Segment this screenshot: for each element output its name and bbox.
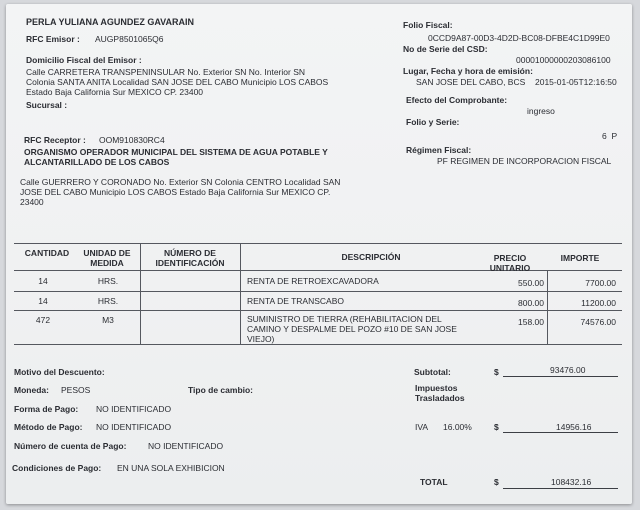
serie-csd: 00001000000203086100 [516, 55, 611, 65]
sucursal-label: Sucursal : [26, 100, 68, 110]
moneda: PESOS [61, 385, 91, 395]
total-label: TOTAL [420, 477, 448, 487]
fecha-emision: 2015-01-05T12:16:50 [535, 77, 617, 87]
iva-rate: 16.00% [443, 422, 472, 432]
condiciones: EN UNA SOLA EXHIBICION [117, 463, 225, 473]
cell-precio: 158.00 [518, 317, 544, 327]
subtotal-value: 93476.00 [550, 365, 586, 375]
impuestos-label: Impuestos Trasladados [415, 383, 465, 403]
cell-importe: 74576.00 [580, 317, 616, 327]
motivo-label: Motivo del Descuento: [14, 367, 105, 377]
lugar: SAN JOSE DEL CABO, BCS [416, 77, 526, 87]
emisor-rfc: AUGP8501065Q6 [95, 34, 164, 44]
tipo-cambio-label: Tipo de cambio: [188, 385, 254, 395]
moneda-label: Moneda: [14, 385, 49, 395]
serie-csd-label: No de Serie del CSD: [403, 44, 488, 54]
metodo-pago: NO IDENTIFICADO [96, 422, 172, 432]
cell-unidad: HRS. [97, 296, 119, 306]
regimen-label: Régimen Fiscal: [406, 145, 472, 155]
cell-unidad: M3 [102, 315, 114, 325]
cuenta-pago-label: Número de cuenta de Pago: [14, 441, 127, 451]
cell-precio: 800.00 [518, 298, 544, 308]
condiciones-label: Condiciones de Pago: [12, 463, 102, 473]
cell-importe: 7700.00 [585, 278, 616, 288]
emisor-name: PERLA YULIANA AGUNDEZ GAVARAIN [26, 17, 195, 27]
cell-descripcion: RENTA DE TRANSCABO [247, 296, 344, 306]
folio-serie-label: Folio y Serie: [406, 117, 460, 127]
cell-importe: 11200.00 [581, 298, 616, 308]
receptor-rfc: OOM910830RC4 [99, 135, 165, 145]
total-value: 108432.16 [551, 477, 592, 487]
iva-currency: $ [494, 422, 499, 432]
efecto: ingreso [527, 106, 555, 116]
cuenta-pago: NO IDENTIFICADO [148, 441, 224, 451]
invoice-document [6, 4, 632, 504]
subtotal-currency: $ [494, 367, 499, 377]
cell-descripcion: RENTA DE RETROEXCAVADORA [247, 276, 379, 286]
subtotal-label: Subtotal: [414, 367, 451, 377]
header-descripcion: DESCRIPCIÓN [341, 252, 401, 262]
header-importe: IMPORTE [560, 253, 600, 263]
efecto-label: Efecto del Comprobante: [406, 95, 508, 105]
folio-serie: 6 P [602, 131, 618, 141]
cell-precio: 550.00 [518, 278, 544, 288]
cell-descripcion: SUMINISTRO DE TIERRA (REHABILITACION DEL CAMINO Y DESPALME DEL POZO #10 DE SAN JOSE VIEJO) [247, 314, 457, 344]
folio-fiscal: 0CCD9A87-00D3-4D2D-BC08-DFBE4C1D99E0 [428, 33, 610, 43]
header-cantidad: CANTIDAD [24, 248, 70, 258]
receptor-domicilio: Calle GUERRERO Y CORONADO No. Exterior SN Colonia CENTRO Localidad SAN JOSE DEL CABO Municipio LOS CABOS Estado Baja California Sur MEXICO CP. 23400 [20, 177, 341, 207]
emisor-domicilio-label: Domicilio Fiscal del Emisor : [26, 55, 142, 65]
metodo-pago-label: Método de Pago: [14, 422, 83, 432]
cell-cantidad: 472 [35, 315, 51, 325]
iva-label: IVA [415, 422, 429, 432]
receptor-name: ORGANISMO OPERADOR MUNICIPAL DEL SISTEMA DE AGUA POTABLE Y ALCANTARILLADO DE LOS CABOS [24, 147, 328, 167]
emisor-domicilio: Calle CARRETERA TRANSPENINSULAR No. Exterior SN No. Interior SN Colonia SANTA ANITA Localidad SAN JOSE DEL CABO Municipio LOS CABOS Estado Baja California Sur MEXICO CP. 23400 [26, 67, 329, 97]
header-precio: PRECIO UNITARIO [489, 253, 531, 273]
cell-cantidad: 14 [38, 276, 48, 286]
iva-value: 14956.16 [556, 422, 592, 432]
header-numero: NÚMERO DE IDENTIFICACIÓN [155, 248, 225, 268]
total-currency: $ [494, 477, 499, 487]
lugar-label: Lugar, Fecha y hora de emisión: [403, 66, 533, 76]
forma-pago: NO IDENTIFICADO [96, 404, 172, 414]
cell-unidad: HRS. [97, 276, 119, 286]
header-unidad: UNIDAD DE MEDIDA [83, 248, 131, 268]
folio-fiscal-label: Folio Fiscal: [403, 20, 453, 30]
forma-pago-label: Forma de Pago: [14, 404, 79, 414]
receptor-rfc-label: RFC Receptor : [24, 135, 86, 145]
regimen: PF REGIMEN DE INCORPORACION FISCAL [437, 156, 612, 166]
cell-cantidad: 14 [38, 296, 48, 306]
emisor-rfc-label: RFC Emisor : [26, 34, 80, 44]
